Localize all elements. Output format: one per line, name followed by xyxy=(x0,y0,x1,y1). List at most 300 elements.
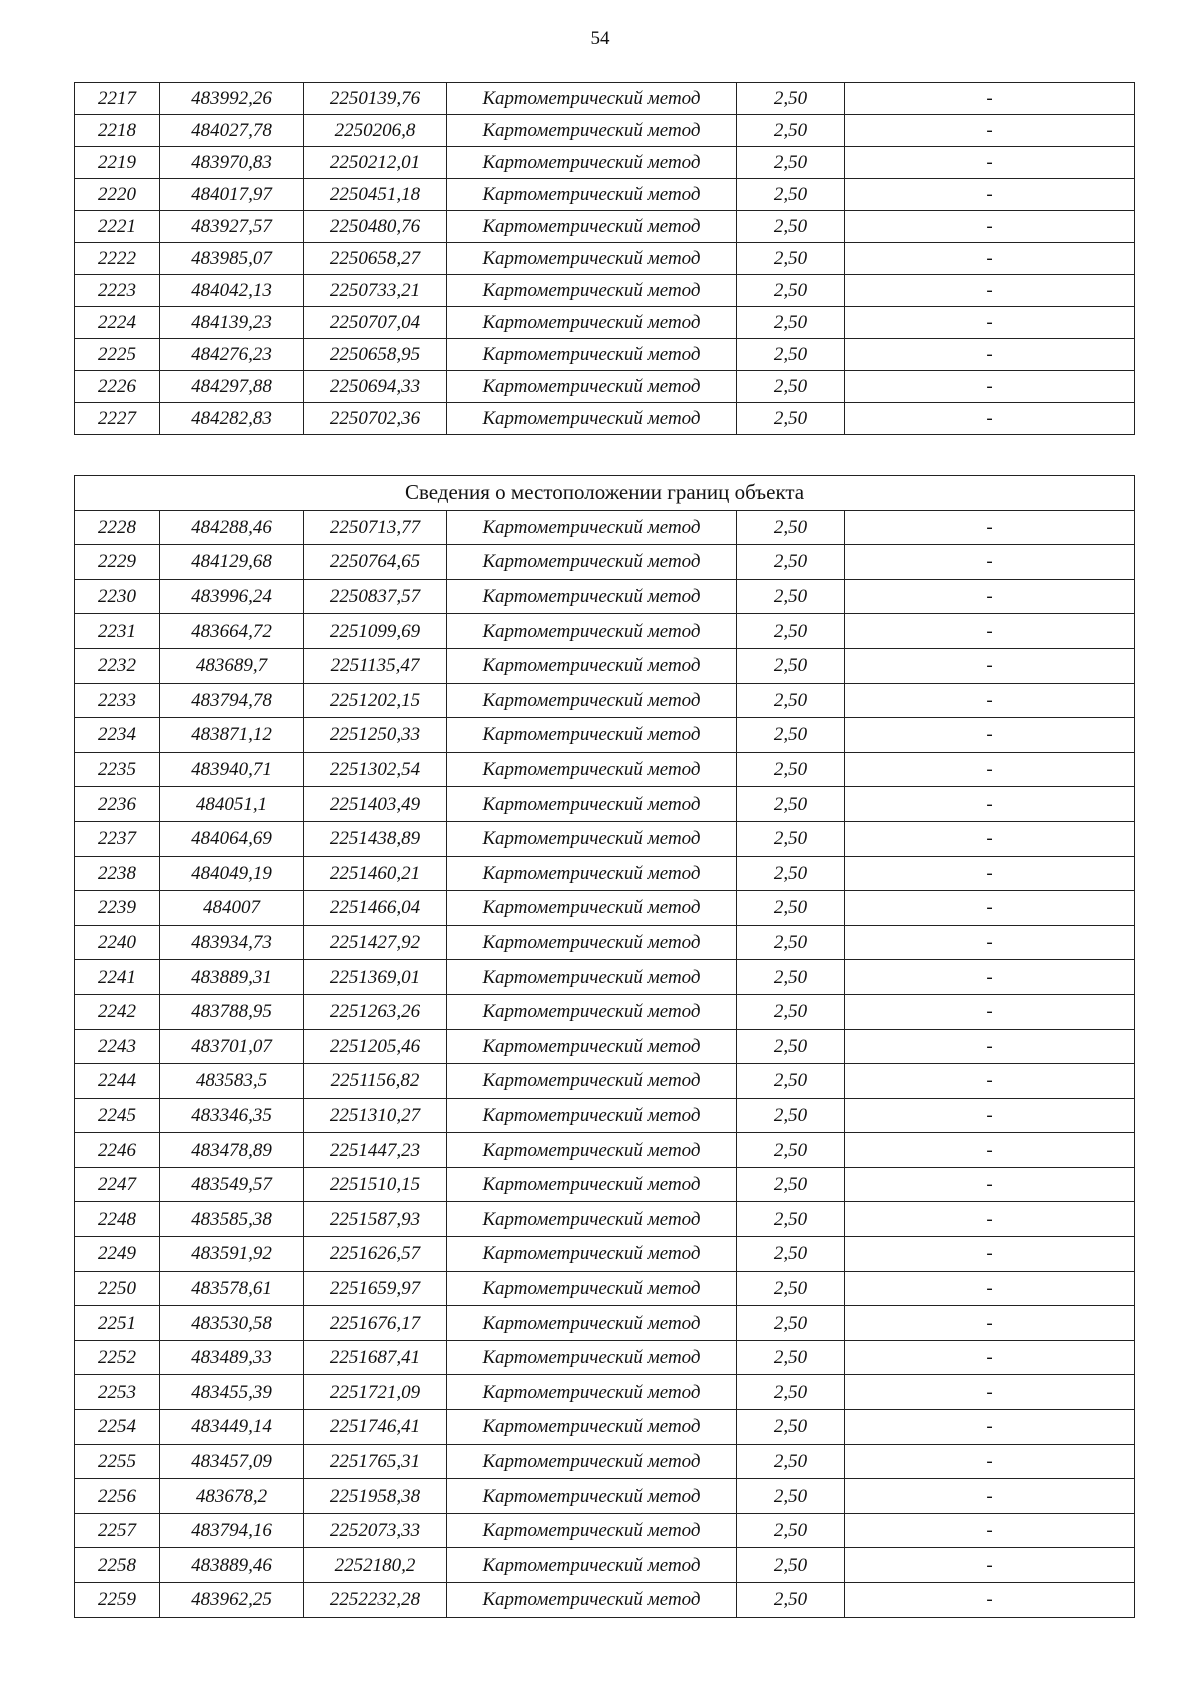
point-number-cell: 2222 xyxy=(75,243,160,275)
note-cell: - xyxy=(845,891,1135,926)
table-row xyxy=(75,1271,1135,1306)
coordinate-y-cell: 2251427,92 xyxy=(304,925,447,960)
table-row xyxy=(75,718,1135,753)
accuracy-cell: 2,50 xyxy=(737,307,845,339)
note-cell: - xyxy=(845,752,1135,787)
method-cell: Картометрический метод xyxy=(447,891,737,926)
point-number-cell: 2247 xyxy=(75,1167,160,1202)
note-cell: - xyxy=(845,1306,1135,1341)
note-cell: - xyxy=(845,856,1135,891)
note-cell: - xyxy=(845,115,1135,147)
note-cell: - xyxy=(845,83,1135,115)
table-row xyxy=(75,648,1135,683)
accuracy-cell: 2,50 xyxy=(737,1548,845,1583)
coordinate-x-cell: 484297,88 xyxy=(160,371,304,403)
coordinate-x-cell: 483585,38 xyxy=(160,1202,304,1237)
table-row xyxy=(75,614,1135,649)
coordinate-y-cell: 2250139,76 xyxy=(304,83,447,115)
coordinate-x-cell: 483962,25 xyxy=(160,1583,304,1618)
coordinate-y-cell: 2251310,27 xyxy=(304,1098,447,1133)
table-row xyxy=(75,960,1135,995)
method-cell: Картометрический метод xyxy=(447,1202,737,1237)
table-row xyxy=(75,1583,1135,1618)
table-row xyxy=(75,1444,1135,1479)
note-cell: - xyxy=(845,925,1135,960)
point-number-cell: 2230 xyxy=(75,579,160,614)
table-row xyxy=(75,243,1135,275)
accuracy-cell: 2,50 xyxy=(737,856,845,891)
coordinate-y-cell: 2251447,23 xyxy=(304,1133,447,1168)
point-number-cell: 2229 xyxy=(75,545,160,580)
point-number-cell: 2251 xyxy=(75,1306,160,1341)
method-cell: Картометрический метод xyxy=(447,1029,737,1064)
coordinate-x-cell: 484276,23 xyxy=(160,339,304,371)
table-row xyxy=(75,339,1135,371)
coordinate-x-cell: 483457,09 xyxy=(160,1444,304,1479)
table-row xyxy=(75,925,1135,960)
method-cell: Картометрический метод xyxy=(447,752,737,787)
method-cell: Картометрический метод xyxy=(447,1583,737,1618)
accuracy-cell: 2,50 xyxy=(737,960,845,995)
accuracy-cell: 2,50 xyxy=(737,275,845,307)
accuracy-cell: 2,50 xyxy=(737,1375,845,1410)
accuracy-cell: 2,50 xyxy=(737,683,845,718)
method-cell: Картометрический метод xyxy=(447,1098,737,1133)
table-row xyxy=(75,147,1135,179)
method-cell: Картометрический метод xyxy=(447,1444,737,1479)
section-title: Сведения о местоположении границ объекта xyxy=(75,476,1135,511)
object-boundaries-table xyxy=(74,475,1135,1618)
method-cell: Картометрический метод xyxy=(447,648,737,683)
accuracy-cell: 2,50 xyxy=(737,179,845,211)
point-number-cell: 2246 xyxy=(75,1133,160,1168)
page-number: 54 xyxy=(590,28,610,49)
method-cell: Картометрический метод xyxy=(447,1306,737,1341)
point-number-cell: 2259 xyxy=(75,1583,160,1618)
table-row xyxy=(75,1340,1135,1375)
coordinate-x-cell: 483478,89 xyxy=(160,1133,304,1168)
accuracy-cell: 2,50 xyxy=(737,83,845,115)
table-row xyxy=(75,579,1135,614)
point-number-cell: 2250 xyxy=(75,1271,160,1306)
method-cell: Картометрический метод xyxy=(447,683,737,718)
accuracy-cell: 2,50 xyxy=(737,648,845,683)
coordinate-x-cell: 483970,83 xyxy=(160,147,304,179)
coordinate-x-cell: 484051,1 xyxy=(160,787,304,822)
point-number-cell: 2236 xyxy=(75,787,160,822)
point-number-cell: 2219 xyxy=(75,147,160,179)
method-cell: Картометрический метод xyxy=(447,1375,737,1410)
note-cell: - xyxy=(845,648,1135,683)
note-cell: - xyxy=(845,1548,1135,1583)
table-row xyxy=(75,1098,1135,1133)
coordinate-y-cell: 2250733,21 xyxy=(304,275,447,307)
method-cell: Картометрический метод xyxy=(447,960,737,995)
note-cell: - xyxy=(845,275,1135,307)
coordinate-y-cell: 2251263,26 xyxy=(304,994,447,1029)
point-number-cell: 2233 xyxy=(75,683,160,718)
coordinate-y-cell: 2250764,65 xyxy=(304,545,447,580)
coordinate-y-cell: 2250212,01 xyxy=(304,147,447,179)
table-row xyxy=(75,1375,1135,1410)
note-cell: - xyxy=(845,1133,1135,1168)
note-cell: - xyxy=(845,1444,1135,1479)
point-number-cell: 2223 xyxy=(75,275,160,307)
point-number-cell: 2221 xyxy=(75,211,160,243)
point-number-cell: 2256 xyxy=(75,1479,160,1514)
note-cell: - xyxy=(845,243,1135,275)
coordinate-x-cell: 483346,35 xyxy=(160,1098,304,1133)
coordinate-x-cell: 483583,5 xyxy=(160,1064,304,1099)
coordinate-y-cell: 2251958,38 xyxy=(304,1479,447,1514)
note-cell: - xyxy=(845,1202,1135,1237)
note-cell: - xyxy=(845,1479,1135,1514)
note-cell: - xyxy=(845,371,1135,403)
method-cell: Картометрический метод xyxy=(447,545,737,580)
note-cell: - xyxy=(845,683,1135,718)
method-cell: Картометрический метод xyxy=(447,115,737,147)
coordinate-x-cell: 483889,31 xyxy=(160,960,304,995)
note-cell: - xyxy=(845,179,1135,211)
coordinate-x-cell: 483701,07 xyxy=(160,1029,304,1064)
coordinate-x-cell: 483889,46 xyxy=(160,1548,304,1583)
method-cell: Картометрический метод xyxy=(447,1410,737,1445)
table-row xyxy=(75,83,1135,115)
table-row xyxy=(75,1410,1135,1445)
method-cell: Картометрический метод xyxy=(447,614,737,649)
table-row xyxy=(75,307,1135,339)
note-cell: - xyxy=(845,1583,1135,1618)
section-title-row xyxy=(75,476,1135,511)
accuracy-cell: 2,50 xyxy=(737,787,845,822)
coordinate-y-cell: 2251135,47 xyxy=(304,648,447,683)
point-number-cell: 2243 xyxy=(75,1029,160,1064)
table-row xyxy=(75,1479,1135,1514)
accuracy-cell: 2,50 xyxy=(737,1583,845,1618)
method-cell: Картометрический метод xyxy=(447,925,737,960)
table-row xyxy=(75,1306,1135,1341)
coordinate-y-cell: 2251626,57 xyxy=(304,1237,447,1272)
table-row xyxy=(75,1237,1135,1272)
note-cell: - xyxy=(845,1410,1135,1445)
point-number-cell: 2232 xyxy=(75,648,160,683)
note-cell: - xyxy=(845,1513,1135,1548)
accuracy-cell: 2,50 xyxy=(737,1410,845,1445)
coordinate-y-cell: 2251765,31 xyxy=(304,1444,447,1479)
accuracy-cell: 2,50 xyxy=(737,115,845,147)
accuracy-cell: 2,50 xyxy=(737,752,845,787)
coordinate-y-cell: 2251746,41 xyxy=(304,1410,447,1445)
accuracy-cell: 2,50 xyxy=(737,1444,845,1479)
accuracy-cell: 2,50 xyxy=(737,821,845,856)
point-number-cell: 2227 xyxy=(75,403,160,435)
accuracy-cell: 2,50 xyxy=(737,339,845,371)
coordinates-table-body xyxy=(75,510,1135,1617)
table-row xyxy=(75,510,1135,545)
coordinate-y-cell: 2250702,36 xyxy=(304,403,447,435)
accuracy-cell: 2,50 xyxy=(737,1306,845,1341)
accuracy-cell: 2,50 xyxy=(737,1479,845,1514)
point-number-cell: 2255 xyxy=(75,1444,160,1479)
note-cell: - xyxy=(845,994,1135,1029)
note-cell: - xyxy=(845,1098,1135,1133)
table-row xyxy=(75,275,1135,307)
accuracy-cell: 2,50 xyxy=(737,211,845,243)
method-cell: Картометрический метод xyxy=(447,1133,737,1168)
accuracy-cell: 2,50 xyxy=(737,718,845,753)
table-row xyxy=(75,994,1135,1029)
note-cell: - xyxy=(845,545,1135,580)
point-number-cell: 2231 xyxy=(75,614,160,649)
method-cell: Картометрический метод xyxy=(447,83,737,115)
table-row xyxy=(75,115,1135,147)
coordinate-x-cell: 483549,57 xyxy=(160,1167,304,1202)
coordinate-y-cell: 2252180,2 xyxy=(304,1548,447,1583)
accuracy-cell: 2,50 xyxy=(737,994,845,1029)
note-cell: - xyxy=(845,1375,1135,1410)
point-number-cell: 2238 xyxy=(75,856,160,891)
method-cell: Картометрический метод xyxy=(447,1271,737,1306)
method-cell: Картометрический метод xyxy=(447,821,737,856)
method-cell: Картометрический метод xyxy=(447,211,737,243)
accuracy-cell: 2,50 xyxy=(737,925,845,960)
coordinate-x-cell: 484017,97 xyxy=(160,179,304,211)
note-cell: - xyxy=(845,307,1135,339)
method-cell: Картометрический метод xyxy=(447,371,737,403)
coordinate-x-cell: 483940,71 xyxy=(160,752,304,787)
coordinate-x-cell: 483530,58 xyxy=(160,1306,304,1341)
method-cell: Картометрический метод xyxy=(447,403,737,435)
accuracy-cell: 2,50 xyxy=(737,614,845,649)
coordinate-y-cell: 2251460,21 xyxy=(304,856,447,891)
method-cell: Картометрический метод xyxy=(447,1340,737,1375)
note-cell: - xyxy=(845,1029,1135,1064)
coordinate-y-cell: 2250658,27 xyxy=(304,243,447,275)
coordinate-y-cell: 2250451,18 xyxy=(304,179,447,211)
accuracy-cell: 2,50 xyxy=(737,1098,845,1133)
method-cell: Картометрический метод xyxy=(447,1548,737,1583)
point-number-cell: 2245 xyxy=(75,1098,160,1133)
coordinate-y-cell: 2250206,8 xyxy=(304,115,447,147)
method-cell: Картометрический метод xyxy=(447,510,737,545)
accuracy-cell: 2,50 xyxy=(737,891,845,926)
coordinate-x-cell: 483871,12 xyxy=(160,718,304,753)
coordinate-x-cell: 483455,39 xyxy=(160,1375,304,1410)
coordinate-x-cell: 484049,19 xyxy=(160,856,304,891)
accuracy-cell: 2,50 xyxy=(737,1340,845,1375)
table-row xyxy=(75,1513,1135,1548)
accuracy-cell: 2,50 xyxy=(737,1271,845,1306)
point-number-cell: 2217 xyxy=(75,83,160,115)
method-cell: Картометрический метод xyxy=(447,579,737,614)
point-number-cell: 2237 xyxy=(75,821,160,856)
point-number-cell: 2225 xyxy=(75,339,160,371)
note-cell: - xyxy=(845,960,1135,995)
method-cell: Картометрический метод xyxy=(447,787,737,822)
coordinate-y-cell: 2250837,57 xyxy=(304,579,447,614)
method-cell: Картометрический метод xyxy=(447,718,737,753)
coordinate-x-cell: 483985,07 xyxy=(160,243,304,275)
table-row xyxy=(75,752,1135,787)
point-number-cell: 2254 xyxy=(75,1410,160,1445)
note-cell: - xyxy=(845,510,1135,545)
coordinate-y-cell: 2250713,77 xyxy=(304,510,447,545)
coordinate-y-cell: 2251676,17 xyxy=(304,1306,447,1341)
coordinate-y-cell: 2251302,54 xyxy=(304,752,447,787)
coordinate-x-cell: 484139,23 xyxy=(160,307,304,339)
note-cell: - xyxy=(845,1340,1135,1375)
method-cell: Картометрический метод xyxy=(447,339,737,371)
method-cell: Картометрический метод xyxy=(447,1167,737,1202)
accuracy-cell: 2,50 xyxy=(737,510,845,545)
table-row xyxy=(75,371,1135,403)
point-number-cell: 2257 xyxy=(75,1513,160,1548)
note-cell: - xyxy=(845,1271,1135,1306)
note-cell: - xyxy=(845,579,1135,614)
point-number-cell: 2240 xyxy=(75,925,160,960)
point-number-cell: 2258 xyxy=(75,1548,160,1583)
accuracy-cell: 2,50 xyxy=(737,579,845,614)
coordinate-x-cell: 483689,7 xyxy=(160,648,304,683)
coordinate-y-cell: 2251369,01 xyxy=(304,960,447,995)
coordinate-x-cell: 484288,46 xyxy=(160,510,304,545)
note-cell: - xyxy=(845,147,1135,179)
point-number-cell: 2252 xyxy=(75,1340,160,1375)
coordinate-x-cell: 483996,24 xyxy=(160,579,304,614)
coordinate-x-cell: 483591,92 xyxy=(160,1237,304,1272)
point-number-cell: 2249 xyxy=(75,1237,160,1272)
note-cell: - xyxy=(845,403,1135,435)
coordinate-y-cell: 2252232,28 xyxy=(304,1583,447,1618)
accuracy-cell: 2,50 xyxy=(737,1202,845,1237)
coordinates-table-continued xyxy=(74,82,1135,435)
method-cell: Картометрический метод xyxy=(447,243,737,275)
coordinate-x-cell: 483794,16 xyxy=(160,1513,304,1548)
point-number-cell: 2248 xyxy=(75,1202,160,1237)
coordinate-x-cell: 484027,78 xyxy=(160,115,304,147)
note-cell: - xyxy=(845,821,1135,856)
accuracy-cell: 2,50 xyxy=(737,403,845,435)
point-number-cell: 2234 xyxy=(75,718,160,753)
accuracy-cell: 2,50 xyxy=(737,1167,845,1202)
point-number-cell: 2253 xyxy=(75,1375,160,1410)
point-number-cell: 2218 xyxy=(75,115,160,147)
method-cell: Картометрический метод xyxy=(447,179,737,211)
accuracy-cell: 2,50 xyxy=(737,371,845,403)
note-cell: - xyxy=(845,1064,1135,1099)
coordinate-y-cell: 2251202,15 xyxy=(304,683,447,718)
method-cell: Картометрический метод xyxy=(447,1513,737,1548)
accuracy-cell: 2,50 xyxy=(737,1237,845,1272)
table-row xyxy=(75,1548,1135,1583)
coordinate-x-cell: 484064,69 xyxy=(160,821,304,856)
coordinate-y-cell: 2251403,49 xyxy=(304,787,447,822)
coordinate-x-cell: 483992,26 xyxy=(160,83,304,115)
coordinate-y-cell: 2251587,93 xyxy=(304,1202,447,1237)
point-number-cell: 2228 xyxy=(75,510,160,545)
table-row xyxy=(75,211,1135,243)
coordinate-y-cell: 2251099,69 xyxy=(304,614,447,649)
coordinates-table-body xyxy=(75,83,1135,435)
coordinate-y-cell: 2251250,33 xyxy=(304,718,447,753)
method-cell: Картометрический метод xyxy=(447,1237,737,1272)
method-cell: Картометрический метод xyxy=(447,147,737,179)
method-cell: Картометрический метод xyxy=(447,307,737,339)
table-row xyxy=(75,856,1135,891)
table-row xyxy=(75,1133,1135,1168)
point-number-cell: 2242 xyxy=(75,994,160,1029)
coordinate-x-cell: 483934,73 xyxy=(160,925,304,960)
point-number-cell: 2235 xyxy=(75,752,160,787)
coordinate-x-cell: 483449,14 xyxy=(160,1410,304,1445)
table-row xyxy=(75,1167,1135,1202)
accuracy-cell: 2,50 xyxy=(737,1064,845,1099)
coordinate-y-cell: 2251156,82 xyxy=(304,1064,447,1099)
table-row xyxy=(75,1064,1135,1099)
note-cell: - xyxy=(845,787,1135,822)
method-cell: Картометрический метод xyxy=(447,275,737,307)
table-row xyxy=(75,403,1135,435)
coordinate-y-cell: 2251466,04 xyxy=(304,891,447,926)
accuracy-cell: 2,50 xyxy=(737,1133,845,1168)
coordinate-x-cell: 484007 xyxy=(160,891,304,926)
table-row xyxy=(75,1029,1135,1064)
coordinate-y-cell: 2250658,95 xyxy=(304,339,447,371)
table-row xyxy=(75,821,1135,856)
table-row xyxy=(75,787,1135,822)
note-cell: - xyxy=(845,1167,1135,1202)
coordinate-y-cell: 2251205,46 xyxy=(304,1029,447,1064)
table-row xyxy=(75,891,1135,926)
point-number-cell: 2244 xyxy=(75,1064,160,1099)
method-cell: Картометрический метод xyxy=(447,1479,737,1514)
note-cell: - xyxy=(845,339,1135,371)
coordinate-x-cell: 483489,33 xyxy=(160,1340,304,1375)
point-number-cell: 2239 xyxy=(75,891,160,926)
coordinate-x-cell: 484282,83 xyxy=(160,403,304,435)
coordinate-y-cell: 2251510,15 xyxy=(304,1167,447,1202)
coordinate-x-cell: 483788,95 xyxy=(160,994,304,1029)
point-number-cell: 2220 xyxy=(75,179,160,211)
method-cell: Картометрический метод xyxy=(447,994,737,1029)
coordinate-y-cell: 2251659,97 xyxy=(304,1271,447,1306)
table-row xyxy=(75,545,1135,580)
coordinate-y-cell: 2250480,76 xyxy=(304,211,447,243)
table-row xyxy=(75,683,1135,718)
coordinate-x-cell: 483794,78 xyxy=(160,683,304,718)
coordinate-x-cell: 483678,2 xyxy=(160,1479,304,1514)
method-cell: Картометрический метод xyxy=(447,856,737,891)
coordinate-y-cell: 2251721,09 xyxy=(304,1375,447,1410)
coordinate-x-cell: 483664,72 xyxy=(160,614,304,649)
note-cell: - xyxy=(845,1237,1135,1272)
note-cell: - xyxy=(845,211,1135,243)
coordinate-y-cell: 2251687,41 xyxy=(304,1340,447,1375)
coordinate-x-cell: 484042,13 xyxy=(160,275,304,307)
point-number-cell: 2224 xyxy=(75,307,160,339)
accuracy-cell: 2,50 xyxy=(737,1513,845,1548)
accuracy-cell: 2,50 xyxy=(737,545,845,580)
accuracy-cell: 2,50 xyxy=(737,1029,845,1064)
coordinate-x-cell: 484129,68 xyxy=(160,545,304,580)
point-number-cell: 2226 xyxy=(75,371,160,403)
coordinate-y-cell: 2250694,33 xyxy=(304,371,447,403)
accuracy-cell: 2,50 xyxy=(737,243,845,275)
point-number-cell: 2241 xyxy=(75,960,160,995)
coordinate-y-cell: 2250707,04 xyxy=(304,307,447,339)
note-cell: - xyxy=(845,614,1135,649)
table-row xyxy=(75,179,1135,211)
